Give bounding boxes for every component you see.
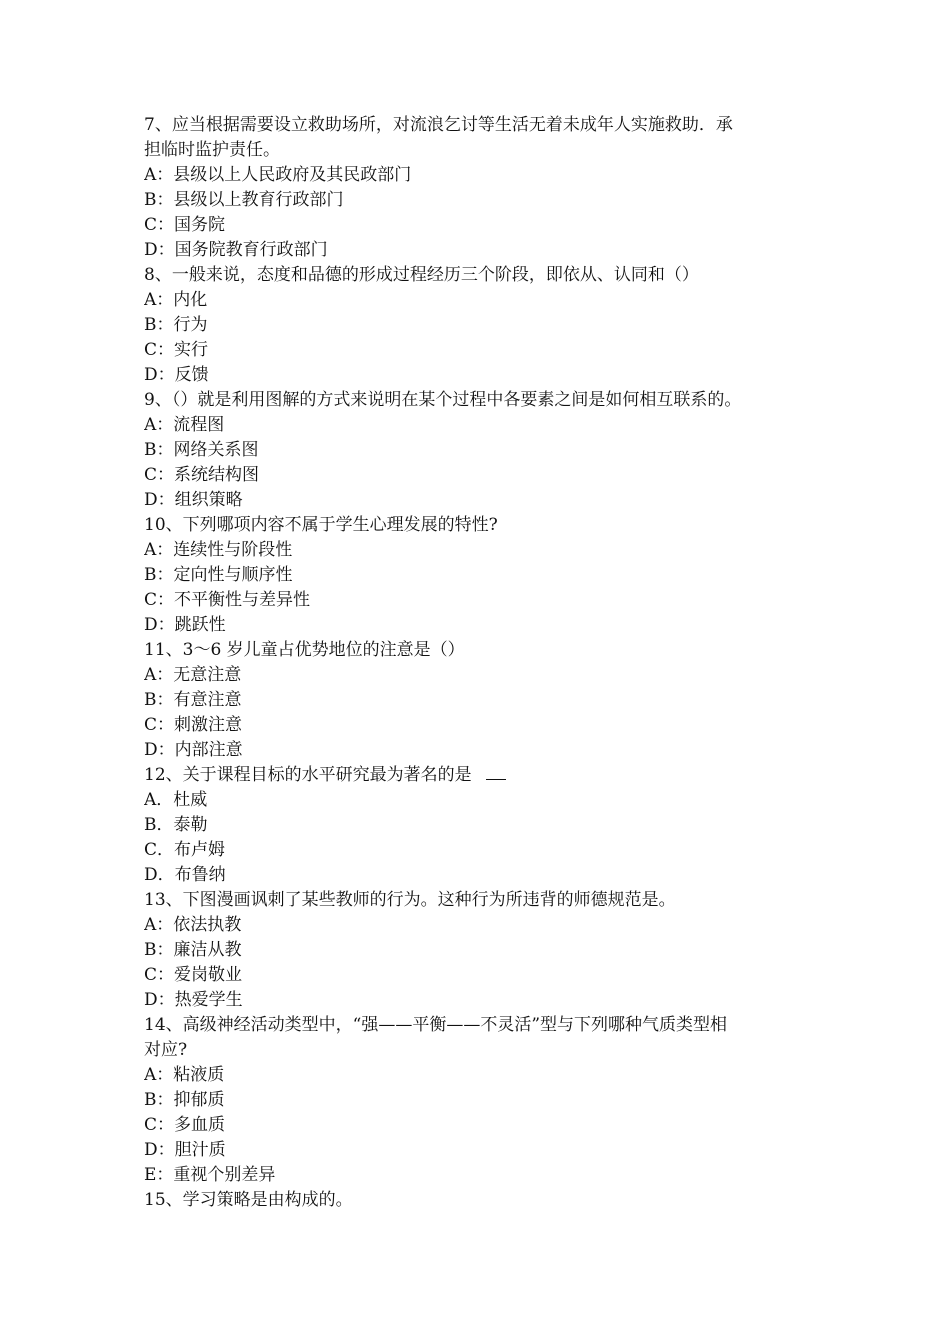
- option-b: B：行为: [144, 315, 208, 335]
- option-d: D：国务院教育行政部门: [144, 240, 328, 260]
- option-c: C：国务院: [144, 215, 226, 235]
- question-line: [144, 763, 814, 788]
- question-9: [144, 388, 814, 513]
- question-15: [144, 1188, 814, 1213]
- option-b: B：网络关系图: [144, 440, 259, 460]
- option-b: B：廉洁从教: [144, 940, 242, 960]
- option-c: C：系统结构图: [144, 465, 260, 485]
- question-text: 14、高级神经活动类型中，“强——平衡——不灵活”型与下列哪种气质类型相: [144, 1015, 728, 1035]
- question-text: 对应?: [144, 1040, 188, 1060]
- option-a: A：连续性与阶段性: [144, 540, 293, 560]
- question-10: [144, 513, 814, 638]
- option-d: D：反馈: [144, 365, 209, 385]
- option-d: D：组织策略: [144, 490, 243, 510]
- question-text: 9、（）就是利用图解的方式来说明在某个过程中各要素之间是如何相互联系的。: [144, 390, 742, 410]
- option-d: D：内部注意: [144, 740, 243, 760]
- option-a: A：县级以上人民政府及其民政部门: [144, 165, 412, 185]
- question-text: 8、一般来说，态度和品德的形成过程经历三个阶段，即依从、认同和（）: [144, 265, 699, 285]
- question-11: [144, 638, 814, 763]
- question-8: [144, 263, 814, 388]
- question-13: [144, 888, 814, 1013]
- option-b: B：抑郁质: [144, 1090, 225, 1110]
- option-b: B：有意注意: [144, 690, 242, 710]
- question-text: 12、关于课程目标的水平研究最为著名的是: [144, 765, 472, 785]
- question-text: 7、应当根据需要设立救助场所，对流浪乞讨等生活无着未成年人实施救助．承: [144, 115, 733, 135]
- option-b: B：定向性与顺序性: [144, 565, 293, 585]
- option-b: B：县级以上教育行政部门: [144, 190, 344, 210]
- question-12: [144, 763, 814, 888]
- option-a: A：粘液质: [144, 1065, 225, 1085]
- answer-blank: [486, 765, 506, 780]
- option-a: A：无意注意: [144, 665, 242, 685]
- question-text: 担临时监护责任。: [144, 140, 280, 160]
- question-text: 13、下图漫画讽刺了某些教师的行为。这种行为所违背的师德规范是。: [144, 890, 676, 910]
- question-text: 11、3～6 岁儿童占优势地位的注意是（）: [144, 640, 465, 660]
- question-text: 15、学习策略是由构成的。: [144, 1190, 353, 1210]
- option-d: D：跳跃性: [144, 615, 226, 635]
- question-7: [144, 113, 814, 263]
- option-c: C：多血质: [144, 1115, 226, 1135]
- option-b: B．泰勒: [144, 815, 208, 835]
- option-c: C：爱岗敬业: [144, 965, 243, 985]
- document-page: [144, 113, 814, 1213]
- option-a: A：内化: [144, 290, 208, 310]
- option-d: D．布鲁纳: [144, 865, 226, 885]
- option-c: C：刺激注意: [144, 715, 243, 735]
- option-c: C：不平衡性与差异性: [144, 590, 311, 610]
- option-a: A：依法执教: [144, 915, 242, 935]
- question-14: [144, 1013, 814, 1188]
- option-a: A．杜威: [144, 790, 208, 810]
- option-c: C．布卢姆: [144, 840, 226, 860]
- option-e: E：重视个别差异: [144, 1165, 276, 1185]
- question-text: 10、下列哪项内容不属于学生心理发展的特性?: [144, 515, 498, 535]
- option-d: D：热爱学生: [144, 990, 243, 1010]
- option-c: C：实行: [144, 340, 209, 360]
- option-a: A：流程图: [144, 415, 225, 435]
- option-d: D：胆汁质: [144, 1140, 226, 1160]
